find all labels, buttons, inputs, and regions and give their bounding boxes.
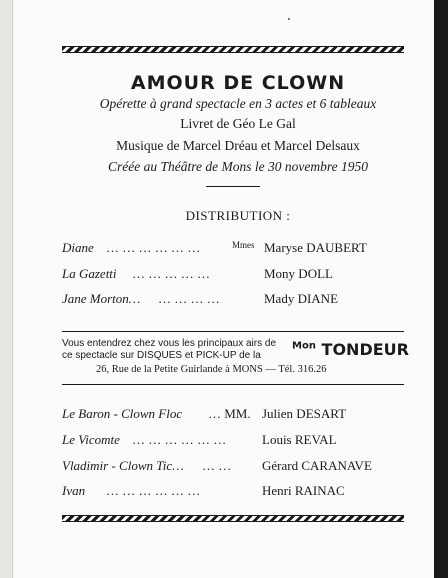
advert-line-1: Vous entendrez chez vous les principaux airs de: [62, 338, 277, 349]
page-left-edge: [0, 0, 13, 578]
role-name: La Gazetti: [62, 266, 117, 281]
role-name: Vladimir - Clown Tic…: [62, 458, 184, 473]
role-name: Jane Morton…: [62, 291, 141, 306]
distribution-heading: DISTRIBUTION :: [185, 208, 291, 223]
actor-name: Gérard CARANAVE: [262, 458, 372, 473]
advert-brand: [292, 340, 409, 359]
subtitle-premiere: Créée au Théâtre de Mons le 30 novembre 1950: [108, 159, 368, 174]
brand-prefix: Mon: [292, 340, 316, 352]
role-name: Ivan: [62, 483, 86, 498]
actor-name: Julien DESART: [262, 406, 347, 421]
subtitle-genre: Opérette à grand spectacle en 3 actes et 6 tableaux: [99, 96, 377, 111]
leader-dots: … … … … … …: [106, 483, 201, 498]
actor-name: Maryse DAUBERT: [264, 240, 367, 255]
show-title: AMOUR DE CLOWN: [130, 72, 346, 94]
advert-line-2: ce spectacle sur DISQUES et PICK-UP de la: [62, 350, 261, 361]
brand-name: TONDEUR: [321, 340, 409, 359]
title-prefix: Mmes: [232, 240, 255, 250]
leader-dots: … …: [202, 458, 232, 473]
leader-dots: … … … …: [158, 291, 220, 306]
top-ornament: [62, 46, 404, 53]
bottom-ornament: [62, 515, 404, 522]
advert-bottom-rule: [62, 384, 404, 385]
page-right-edge: [434, 0, 448, 578]
actor-name: Henri RAINAC: [262, 483, 345, 498]
speck: [288, 18, 290, 20]
subtitle-libretto: Livret de Géo Le Gal: [180, 116, 296, 131]
leader-dots: … MM.: [208, 406, 251, 421]
role-name: Diane: [62, 240, 94, 255]
role-name: Le Vicomte: [62, 432, 120, 447]
leader-dots: … … … … …: [132, 266, 210, 281]
subtitle-music: Musique de Marcel Dréau et Marcel Delsaux: [116, 138, 360, 153]
role-name: Le Baron - Clown Floc: [62, 406, 183, 421]
actor-name: Louis REVAL: [262, 432, 337, 447]
actor-name: Mady DIANE: [264, 291, 339, 306]
advert-top-rule: [62, 331, 404, 332]
leader-dots: … … … … … …: [106, 240, 201, 255]
advert-address: 26, Rue de la Petite Guirlande à MONS — Tél. 316.26: [96, 364, 327, 375]
leader-dots: … … … … … …: [132, 432, 227, 447]
title-divider: [206, 186, 260, 187]
actor-name: Mony DOLL: [264, 266, 333, 281]
